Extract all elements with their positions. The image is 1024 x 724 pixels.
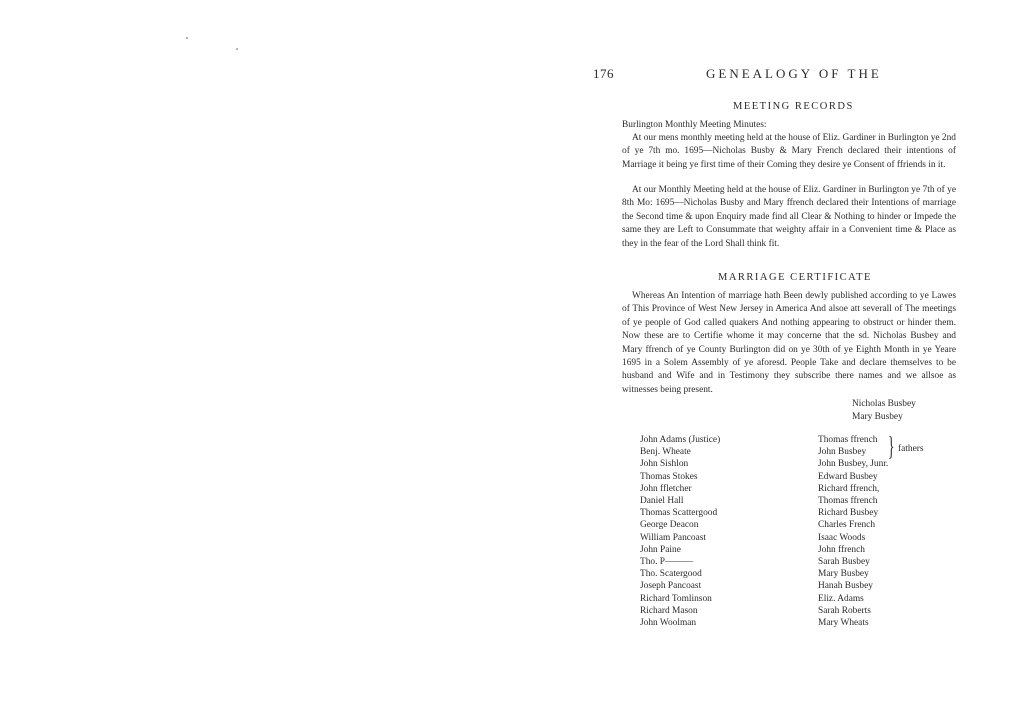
minutes-paragraph-1: At our mens monthly meeting held at the house of Eliz. Gardiner in Burlington ye 2nd of ye 7th mo. 1695—Nicholas Busby & Mary French declared their intentions of Marriage it being ye first time of their Coming they desire ye Consent of ffriends in it. bbox=[622, 133, 956, 170]
witness-name: Richard Tomlinson bbox=[640, 593, 712, 604]
witness-name: John ffrench bbox=[818, 544, 865, 555]
witness-name: Richard Mason bbox=[640, 605, 698, 616]
witness-name: Thomas Stokes bbox=[640, 471, 698, 482]
witness-name: William Pancoast bbox=[640, 532, 707, 543]
witness-name: John Sishlon bbox=[640, 459, 689, 470]
witness-name: Richard ffrench, bbox=[818, 483, 880, 494]
witness-name: John Busbey, Junr. bbox=[818, 459, 889, 470]
witness-name: Richard Busbey bbox=[818, 508, 879, 519]
witness-name: George Deacon bbox=[640, 520, 699, 531]
witness-list-right bbox=[818, 434, 888, 629]
witness-name: Tho. P——— bbox=[640, 557, 694, 568]
scan-speck bbox=[236, 48, 238, 50]
witness-name: Mary Wheats bbox=[818, 618, 869, 629]
witness-name: Sarah Busbey bbox=[818, 557, 870, 568]
witness-name: Daniel Hall bbox=[640, 496, 684, 507]
witness-name: Tho. Scatergood bbox=[640, 569, 702, 580]
minutes-heading: Burlington Monthly Meeting Minutes: bbox=[622, 120, 767, 130]
witness-name: Mary Busbey bbox=[818, 569, 869, 580]
running-title: GENEALOGY OF THE bbox=[706, 66, 882, 81]
witness-name: John Woolman bbox=[640, 618, 697, 629]
witness-list-left bbox=[640, 434, 720, 629]
fathers-label: fathers bbox=[898, 444, 924, 454]
witness-name: Hanah Busbey bbox=[818, 581, 873, 592]
witness-name: John Busbey bbox=[818, 447, 867, 458]
witness-name: John ffletcher bbox=[640, 483, 692, 494]
witness-name: Benj. Wheate bbox=[640, 447, 691, 458]
marriage-certificate-title: MARRIAGE CERTIFICATE bbox=[718, 272, 872, 283]
signer-groom: Nicholas Busbey bbox=[852, 399, 916, 409]
witness-name: Thomas ffrench bbox=[818, 496, 878, 507]
witness-name: Edward Busbey bbox=[818, 471, 878, 482]
witness-name: Sarah Roberts bbox=[818, 605, 871, 616]
meeting-records-title: MEETING RECORDS bbox=[733, 101, 854, 112]
certificate-text: Whereas An Intention of marriage hath Been dewly published according to ye Lawes of This Province of West New Jersey in America And alsoe att severall of The meetings of ye people of God called quakers And nothing appearing to obstruct or hinder them. Now these are to Certifie whome it may concerne that the sd. Nicholas Busbey and Mary ffrench of ye County Burlington did on ye 30th of ye Eighth Month in ye Yeare 1695 in a Solem Assembly of ye aforesd. People Take and declare themselves to be husband and Wife and in Testimony they subscribe there names and we allsoe as witnesses being present. bbox=[622, 291, 956, 395]
fathers-brace: } bbox=[888, 431, 895, 461]
witness-name: Eliz. Adams bbox=[818, 593, 864, 604]
witness-name: Charles French bbox=[818, 520, 876, 531]
witness-name: Isaac Woods bbox=[818, 532, 866, 543]
witness-name: Thomas Scattergood bbox=[640, 508, 718, 519]
witness-name: John Adams (Justice) bbox=[640, 435, 721, 445]
signer-bride: Mary Busbey bbox=[852, 412, 903, 422]
scan-speck bbox=[186, 37, 188, 39]
minutes-paragraph-2: At our Monthly Meeting held at the house of Eliz. Gardiner in Burlington ye 7th of ye 8th Mo: 1695—Nicholas Busby and Mary ffrench declared their Intentions of marriage the Second time & upon Enquiry made find all Clear & Nothing to hinder or Impede the same they are Left to Consummate that weighty affair in a Convenient time & Place as they in the fear of the Lord Shall think fit. bbox=[622, 185, 956, 249]
witness-name: Thomas ffrench bbox=[818, 435, 878, 445]
witness-name: Joseph Pancoast bbox=[640, 581, 702, 592]
page-number: 176 bbox=[593, 66, 614, 81]
witness-name: John Paine bbox=[640, 544, 681, 555]
